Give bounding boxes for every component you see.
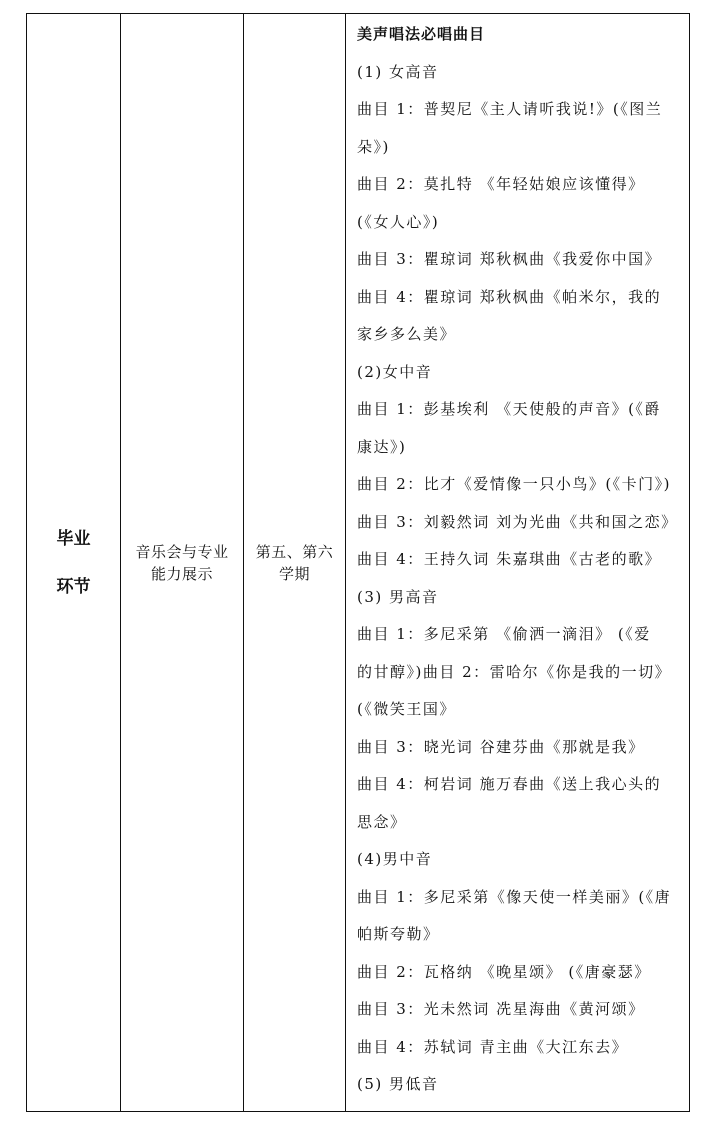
term-cell xyxy=(244,14,345,1111)
repertoire-line: 思念》 xyxy=(357,812,407,831)
term-label-line1: 第五、第六 xyxy=(255,542,334,561)
repertoire-line: 康达》) xyxy=(357,437,407,456)
repertoire-line: 曲目 3：刘毅然词 刘为光曲《共和国之恋》 xyxy=(357,512,678,531)
stage-label-line2: 环节 xyxy=(56,576,91,597)
repertoire-line: 曲目 4：苏轼词 青主曲《大江东去》 xyxy=(357,1037,629,1056)
repertoire-line: 曲目 3：瞿琼词 郑秋枫曲《我爱你中国》 xyxy=(357,250,662,268)
repertoire-line: 曲目 2：莫扎特 《年轻姑娘应该懂得》 xyxy=(357,175,645,193)
repertoire-heading: 美声唱法必唱曲目 xyxy=(357,25,486,43)
repertoire-line: (《女人心》) xyxy=(357,212,440,231)
repertoire-line: 曲目 3：晓光词 谷建芬曲《那就是我》 xyxy=(357,737,645,756)
term-label-line2: 学期 xyxy=(278,564,310,583)
repertoire-cell xyxy=(357,23,687,1111)
repertoire-line: (5) 男低音 xyxy=(357,1075,439,1093)
column-divider xyxy=(345,14,346,1111)
repertoire-line: 帕斯夸勒》 xyxy=(357,925,440,943)
item-label-line1: 音乐会与专业 xyxy=(135,542,229,561)
repertoire-line: (《微笑王国》 xyxy=(357,700,456,718)
repertoire-line: 曲目 4：瞿琼词 郑秋枫曲《帕米尔，我的 xyxy=(357,287,662,306)
repertoire-line: 曲目 3：光未然词 冼星海曲《黄河颂》 xyxy=(357,1000,645,1018)
stage-cell xyxy=(27,14,120,1111)
repertoire-line: 曲目 4：柯岩词 施万春曲《送上我心头的 xyxy=(357,775,662,793)
repertoire-line: 曲目 4：王持久词 朱嘉琪曲《古老的歌》 xyxy=(357,550,662,568)
repertoire-line: 朵》) xyxy=(357,137,390,156)
repertoire-line: 的甘醇》)曲目 2：雷哈尔《你是我的一切》 xyxy=(357,662,672,681)
item-label-line2: 能力展示 xyxy=(150,564,213,583)
stage-label-line1: 毕业 xyxy=(56,528,91,549)
item-cell xyxy=(121,14,243,1111)
repertoire-line: 曲目 1：普契尼《主人请听我说!》(《图兰 xyxy=(357,100,663,118)
repertoire-line: (4)男中音 xyxy=(357,850,433,868)
repertoire-list xyxy=(357,61,687,1111)
repertoire-line: 曲目 1：多尼采第《像天使一样美丽》(《唐 xyxy=(357,887,672,906)
repertoire-line: (3) 男高音 xyxy=(357,587,439,606)
repertoire-line: 家乡多么美》 xyxy=(357,325,457,343)
repertoire-line: (2)女中音 xyxy=(357,362,433,381)
repertoire-line: (1) 女高音 xyxy=(357,62,439,81)
repertoire-line: 曲目 1：彭基埃利 《天使般的声音》(《爵 xyxy=(357,400,661,418)
repertoire-line: 曲目 2：瓦格纳 《晚星颂》 (《唐豪瑟》 xyxy=(357,962,651,981)
repertoire-line: 曲目 2：比才《爱情像一只小鸟》(《卡门》) xyxy=(357,475,672,493)
curriculum-table xyxy=(26,13,690,1112)
repertoire-line: 曲目 1：多尼采第 《偷洒一滴泪》 (《爱 xyxy=(357,625,651,643)
